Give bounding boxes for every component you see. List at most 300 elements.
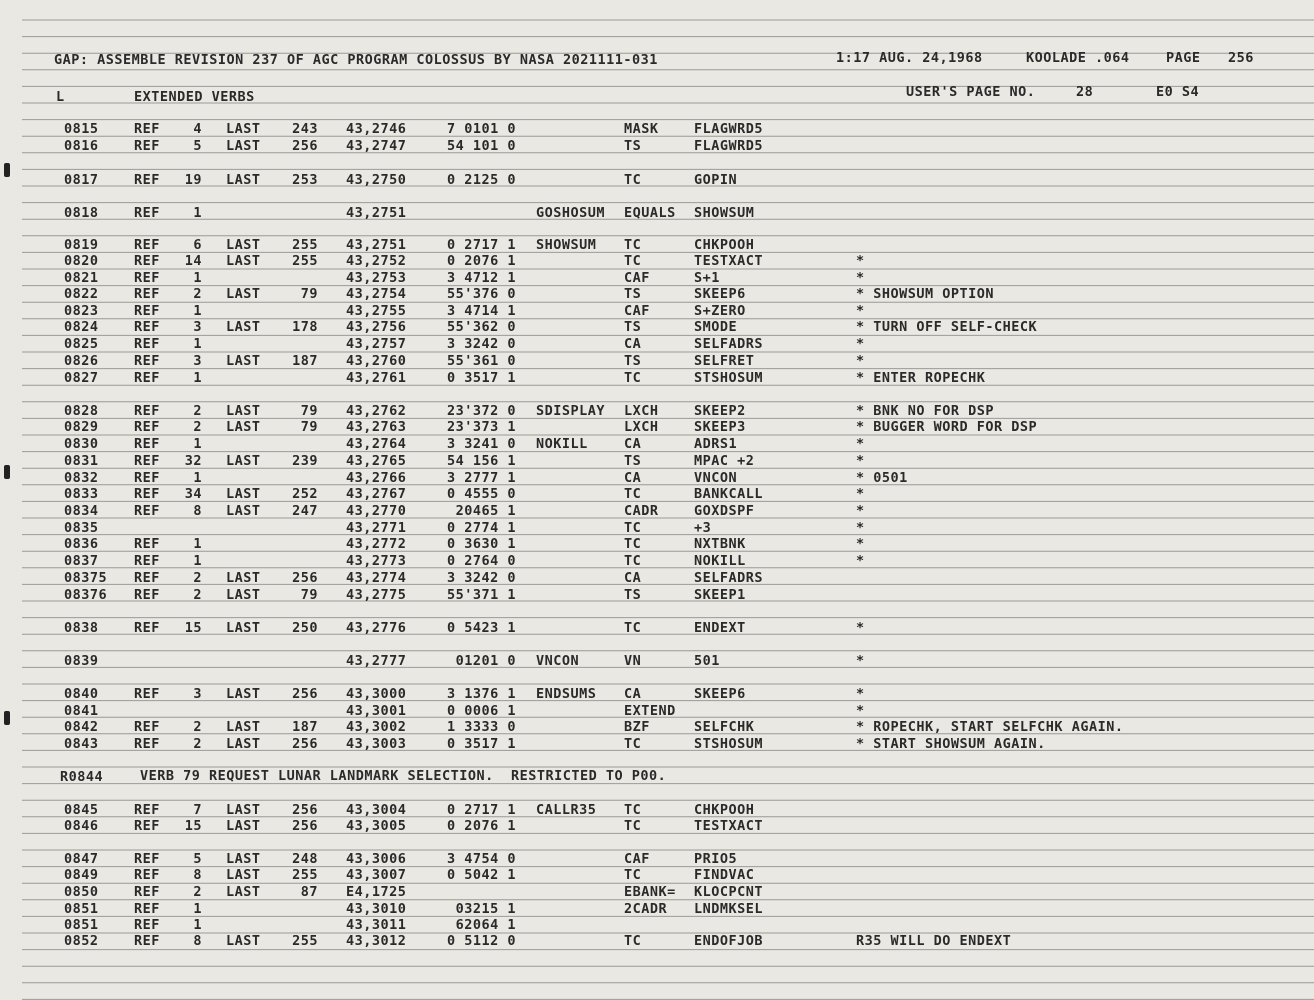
ref-keyword: REF [134, 867, 160, 883]
octal-word: 3 3242 0 [446, 336, 516, 352]
ref-keyword: REF [134, 470, 160, 486]
last-page: 255 [292, 867, 318, 883]
line-number: 0822 [64, 286, 99, 302]
comment: * [856, 520, 865, 536]
comment: R35 WILL DO ENDEXT [856, 933, 1012, 949]
address: E4,1725 [346, 884, 407, 900]
operand: S+1 [694, 270, 720, 286]
opcode: TS [624, 353, 642, 369]
address: 43,3005 [346, 818, 407, 834]
opcode: LXCH [624, 403, 659, 419]
last-page: 178 [292, 319, 318, 335]
ref-keyword: REF [134, 121, 160, 137]
line-number: 0850 [64, 884, 99, 900]
opcode: LXCH [624, 419, 659, 435]
last-keyword: LAST [226, 933, 261, 949]
octal-word: 54 156 1 [446, 453, 516, 469]
operand: 501 [694, 653, 720, 669]
last-page: 256 [292, 138, 318, 154]
octal-word: 3 3242 0 [446, 570, 516, 586]
opcode: CAF [624, 303, 650, 319]
ref-count: 14 [184, 253, 202, 269]
octal-word: 1 3333 0 [446, 719, 516, 735]
comment: * [856, 486, 865, 502]
last-keyword: LAST [226, 503, 261, 519]
ref-count: 7 [193, 802, 202, 818]
last-keyword: LAST [226, 403, 261, 419]
line-number: 0851 [64, 901, 99, 917]
ref-count: 1 [193, 536, 202, 552]
line-number: 0834 [64, 503, 99, 519]
line-number: 0849 [64, 867, 99, 883]
line-number: 0819 [64, 237, 99, 253]
opcode: TC [624, 620, 642, 636]
address: 43,2763 [346, 419, 407, 435]
opcode: EBANK= [624, 884, 676, 900]
line-number: 0832 [64, 470, 99, 486]
last-keyword: LAST [226, 319, 261, 335]
last-page: 256 [292, 818, 318, 834]
opcode: MASK [624, 121, 659, 137]
last-keyword: LAST [226, 736, 261, 752]
address: 43,2774 [346, 570, 407, 586]
ref-keyword: REF [134, 453, 160, 469]
page-label: PAGE [1166, 50, 1201, 66]
operand: GOXDSPF [694, 503, 755, 519]
last-page: 250 [292, 620, 318, 636]
symbol-label: ENDSUMS [536, 686, 597, 702]
symbol-label: CALLR35 [536, 802, 597, 818]
comment: * [856, 436, 865, 452]
ref-keyword: REF [134, 353, 160, 369]
address: 43,2754 [346, 286, 407, 302]
line-number: 0821 [64, 270, 99, 286]
opcode: TC [624, 486, 642, 502]
ref-keyword: REF [134, 270, 160, 286]
address: 43,2747 [346, 138, 407, 154]
section-title: EXTENDED VERBS [134, 89, 255, 105]
ref-keyword: REF [134, 736, 160, 752]
line-number: 0816 [64, 138, 99, 154]
opcode: VN [624, 653, 642, 669]
ref-count: 1 [193, 370, 202, 386]
last-keyword: LAST [226, 851, 261, 867]
octal-word: 0 2717 1 [446, 237, 516, 253]
octal-word: 55'371 1 [446, 587, 516, 603]
ref-keyword: REF [134, 138, 160, 154]
line-number: 0829 [64, 419, 99, 435]
operand: SKEEP2 [694, 403, 746, 419]
line-number: 0815 [64, 121, 99, 137]
ref-count: 1 [193, 917, 202, 933]
operand: NXTBNK [694, 536, 746, 552]
users-page-number: 28 [1076, 84, 1094, 100]
address: 43,2753 [346, 270, 407, 286]
comment: * BUGGER WORD FOR DSP [856, 419, 1038, 435]
ref-count: 2 [193, 403, 202, 419]
operand: STSHOSUM [694, 736, 764, 752]
comment: * [856, 270, 865, 286]
line-number: 0841 [64, 703, 99, 719]
octal-word: 0 2774 1 [446, 520, 516, 536]
last-keyword: LAST [226, 620, 261, 636]
opcode: TS [624, 587, 642, 603]
last-page: 253 [292, 172, 318, 188]
operand: ADRS1 [694, 436, 738, 452]
address: 43,2764 [346, 436, 407, 452]
last-page: 256 [292, 802, 318, 818]
ref-keyword: REF [134, 419, 160, 435]
address: 43,2771 [346, 520, 407, 536]
ref-count: 4 [193, 121, 202, 137]
remark-text: VERB 79 REQUEST LUNAR LANDMARK SELECTION. RESTRICTED TO P00. [140, 768, 667, 784]
ref-count: 2 [193, 419, 202, 435]
octal-word: 23'373 1 [446, 419, 516, 435]
comment: * START SHOWSUM AGAIN. [856, 736, 1046, 752]
ref-count: 8 [193, 867, 202, 883]
line-number: 0845 [64, 802, 99, 818]
section-marker: L [56, 89, 65, 105]
operand: SHOWSUM [694, 205, 755, 221]
address: 43,3011 [346, 917, 407, 933]
comment: * [856, 353, 865, 369]
line-number: 0839 [64, 653, 99, 669]
ref-keyword: REF [134, 901, 160, 917]
address: 43,3012 [346, 933, 407, 949]
octal-word: 0 5042 1 [446, 867, 516, 883]
symbol-label: GOSHOSUM [536, 205, 606, 221]
ref-keyword: REF [134, 486, 160, 502]
last-page: 187 [292, 719, 318, 735]
operand: LNDMKSEL [694, 901, 764, 917]
ref-count: 8 [193, 933, 202, 949]
ref-keyword: REF [134, 436, 160, 452]
operand: SMODE [694, 319, 738, 335]
opcode: TC [624, 736, 642, 752]
operand: SKEEP6 [694, 686, 746, 702]
last-keyword: LAST [226, 121, 261, 137]
address: 43,3000 [346, 686, 407, 702]
remark-line-number: R0844 [60, 769, 104, 785]
line-number: 0828 [64, 403, 99, 419]
ref-count: 19 [184, 172, 202, 188]
line-number: 0836 [64, 536, 99, 552]
last-page: 247 [292, 503, 318, 519]
line-number: 0852 [64, 933, 99, 949]
last-keyword: LAST [226, 353, 261, 369]
opcode: CAF [624, 851, 650, 867]
last-page: 87 [300, 884, 318, 900]
last-keyword: LAST [226, 453, 261, 469]
opcode: TS [624, 319, 642, 335]
line-number: 0851 [64, 917, 99, 933]
ref-count: 2 [193, 719, 202, 735]
ref-keyword: REF [134, 237, 160, 253]
ref-keyword: REF [134, 570, 160, 586]
last-page: 243 [292, 121, 318, 137]
ref-keyword: REF [134, 917, 160, 933]
ref-keyword: REF [134, 370, 160, 386]
comment: * TURN OFF SELF-CHECK [856, 319, 1038, 335]
operand: FLAGWRD5 [694, 138, 764, 154]
line-number: 0831 [64, 453, 99, 469]
operand: SKEEP1 [694, 587, 746, 603]
opcode: TC [624, 933, 642, 949]
operand: ENDEXT [694, 620, 746, 636]
line-number: 0820 [64, 253, 99, 269]
opcode: TC [624, 802, 642, 818]
comment: * [856, 703, 865, 719]
line-number: 0840 [64, 686, 99, 702]
last-keyword: LAST [226, 686, 261, 702]
line-number: 0842 [64, 719, 99, 735]
comment: * SHOWSUM OPTION [856, 286, 995, 302]
ref-count: 2 [193, 884, 202, 900]
ref-keyword: REF [134, 933, 160, 949]
ref-keyword: REF [134, 620, 160, 636]
ref-keyword: REF [134, 503, 160, 519]
address: 43,3003 [346, 736, 407, 752]
operand: TESTXACT [694, 818, 764, 834]
timestamp: 1:17 AUG. 24,1968 [836, 50, 983, 66]
last-page: 252 [292, 486, 318, 502]
ref-keyword: REF [134, 818, 160, 834]
operand: CHKPOOH [694, 802, 755, 818]
page-number: 256 [1228, 50, 1254, 66]
operand: SELFRET [694, 353, 755, 369]
last-keyword: LAST [226, 486, 261, 502]
listing-title: GAP: ASSEMBLE REVISION 237 OF AGC PROGRAM COLOSSUS BY NASA 2021111-031 [54, 52, 658, 68]
opcode: BZF [624, 719, 650, 735]
ref-keyword: REF [134, 205, 160, 221]
ref-count: 1 [193, 436, 202, 452]
symbol-label: VNCON [536, 653, 580, 669]
opcode: CA [624, 570, 642, 586]
address: 43,2762 [346, 403, 407, 419]
ref-count: 15 [184, 818, 202, 834]
octal-word: 0 3517 1 [446, 736, 516, 752]
opcode: TC [624, 818, 642, 834]
ref-count: 3 [193, 319, 202, 335]
last-keyword: LAST [226, 172, 261, 188]
comment: * [856, 536, 865, 552]
last-keyword: LAST [226, 286, 261, 302]
ref-count: 1 [193, 270, 202, 286]
address: 43,2776 [346, 620, 407, 636]
octal-word: 0 2076 1 [446, 818, 516, 834]
ref-count: 8 [193, 503, 202, 519]
line-number: 0824 [64, 319, 99, 335]
octal-word: 0 5423 1 [446, 620, 516, 636]
last-keyword: LAST [226, 587, 261, 603]
punch-mark [4, 465, 10, 479]
opcode: CA [624, 470, 642, 486]
line-number: 0837 [64, 553, 99, 569]
last-page: 79 [300, 286, 318, 302]
ref-count: 3 [193, 353, 202, 369]
line-number: 0823 [64, 303, 99, 319]
operand: S+ZERO [694, 303, 746, 319]
opcode: TS [624, 453, 642, 469]
comment: * ROPECHK, START SELFCHK AGAIN. [856, 719, 1124, 735]
operand: SELFADRS [694, 336, 764, 352]
address: 43,2760 [346, 353, 407, 369]
opcode: TC [624, 253, 642, 269]
address: 43,2775 [346, 587, 407, 603]
octal-word: 3 1376 1 [446, 686, 516, 702]
octal-word: 0 3630 1 [446, 536, 516, 552]
ref-count: 6 [193, 237, 202, 253]
opcode: TC [624, 172, 642, 188]
operand: ENDOFJOB [694, 933, 764, 949]
last-keyword: LAST [226, 802, 261, 818]
operand: GOPIN [694, 172, 738, 188]
line-number: 0827 [64, 370, 99, 386]
address: 43,2761 [346, 370, 407, 386]
address: 43,3006 [346, 851, 407, 867]
line-number: 0818 [64, 205, 99, 221]
opcode: CA [624, 686, 642, 702]
address: 43,3002 [346, 719, 407, 735]
comment: * [856, 620, 865, 636]
operand: +3 [694, 520, 712, 536]
opcode: 2CADR [624, 901, 668, 917]
ref-count: 5 [193, 851, 202, 867]
last-keyword: LAST [226, 818, 261, 834]
last-keyword: LAST [226, 719, 261, 735]
octal-word: 0 3517 1 [446, 370, 516, 386]
address: 43,2770 [346, 503, 407, 519]
last-page: 255 [292, 253, 318, 269]
ref-keyword: REF [134, 286, 160, 302]
ref-count: 1 [193, 205, 202, 221]
octal-word: 55'362 0 [446, 319, 516, 335]
operand: SKEEP3 [694, 419, 746, 435]
octal-word: 3 3241 0 [446, 436, 516, 452]
comment: * [856, 653, 865, 669]
octal-word: 03215 1 [455, 901, 516, 917]
octal-word: 0 2125 0 [446, 172, 516, 188]
address: 43,2756 [346, 319, 407, 335]
ref-keyword: REF [134, 303, 160, 319]
last-keyword: LAST [226, 419, 261, 435]
line-number: 0838 [64, 620, 99, 636]
ref-keyword: REF [134, 172, 160, 188]
octal-word: 3 2777 1 [446, 470, 516, 486]
comment: * [856, 303, 865, 319]
address: 43,3004 [346, 802, 407, 818]
address: 43,2773 [346, 553, 407, 569]
last-keyword: LAST [226, 867, 261, 883]
comment: * [856, 453, 865, 469]
octal-word: 0 4555 0 [446, 486, 516, 502]
ref-keyword: REF [134, 553, 160, 569]
ref-keyword: REF [134, 536, 160, 552]
octal-word: 0 2764 0 [446, 553, 516, 569]
ref-count: 2 [193, 736, 202, 752]
last-keyword: LAST [226, 138, 261, 154]
ref-count: 2 [193, 570, 202, 586]
ref-count: 1 [193, 901, 202, 917]
octal-word: 0 2717 1 [446, 802, 516, 818]
operand: VNCON [694, 470, 738, 486]
operand: FINDVAC [694, 867, 755, 883]
comment: * [856, 553, 865, 569]
address: 43,2755 [346, 303, 407, 319]
address: 43,2767 [346, 486, 407, 502]
line-number: 0817 [64, 172, 99, 188]
operand: FLAGWRD5 [694, 121, 764, 137]
opcode: TS [624, 286, 642, 302]
opcode: TC [624, 520, 642, 536]
comment: * [856, 253, 865, 269]
ref-keyword: REF [134, 719, 160, 735]
address: 43,2766 [346, 470, 407, 486]
last-keyword: LAST [226, 884, 261, 900]
comment: * [856, 503, 865, 519]
ref-count: 34 [184, 486, 202, 502]
ref-count: 2 [193, 587, 202, 603]
ref-count: 5 [193, 138, 202, 154]
ref-count: 15 [184, 620, 202, 636]
comment: * [856, 336, 865, 352]
ref-keyword: REF [134, 587, 160, 603]
last-page: 79 [300, 403, 318, 419]
operand: STSHOSUM [694, 370, 764, 386]
last-page: 248 [292, 851, 318, 867]
opcode: TS [624, 138, 642, 154]
operand: NOKILL [694, 553, 746, 569]
opcode: TC [624, 237, 642, 253]
section-code: E0 S4 [1156, 84, 1200, 100]
symbol-label: SHOWSUM [536, 237, 597, 253]
octal-word: 55'361 0 [446, 353, 516, 369]
line-number: 0846 [64, 818, 99, 834]
octal-word: 20465 1 [455, 503, 516, 519]
opcode: TC [624, 553, 642, 569]
address: 43,2750 [346, 172, 407, 188]
address: 43,2765 [346, 453, 407, 469]
address: 43,2777 [346, 653, 407, 669]
opcode: CA [624, 336, 642, 352]
opcode: TC [624, 867, 642, 883]
line-number: 08376 [64, 587, 108, 603]
octal-word: 54 101 0 [446, 138, 516, 154]
address: 43,2751 [346, 205, 407, 221]
operand: MPAC +2 [694, 453, 755, 469]
comment: * BNK NO FOR DSP [856, 403, 995, 419]
users-page-label: USER'S PAGE NO. [906, 84, 1036, 100]
operand: SELFADRS [694, 570, 764, 586]
ref-keyword: REF [134, 319, 160, 335]
octal-word: 23'372 0 [446, 403, 516, 419]
line-number: 0835 [64, 520, 99, 536]
octal-word: 3 4712 1 [446, 270, 516, 286]
last-keyword: LAST [226, 253, 261, 269]
address: 43,2772 [346, 536, 407, 552]
line-number: 08375 [64, 570, 108, 586]
last-page: 255 [292, 237, 318, 253]
octal-word: 0 0006 1 [446, 703, 516, 719]
octal-word: 7 0101 0 [446, 121, 516, 137]
line-number: 0826 [64, 353, 99, 369]
operand: PRIO5 [694, 851, 738, 867]
opcode: CAF [624, 270, 650, 286]
operand: TESTXACT [694, 253, 764, 269]
address: 43,2757 [346, 336, 407, 352]
opcode: EQUALS [624, 205, 676, 221]
last-keyword: LAST [226, 237, 261, 253]
